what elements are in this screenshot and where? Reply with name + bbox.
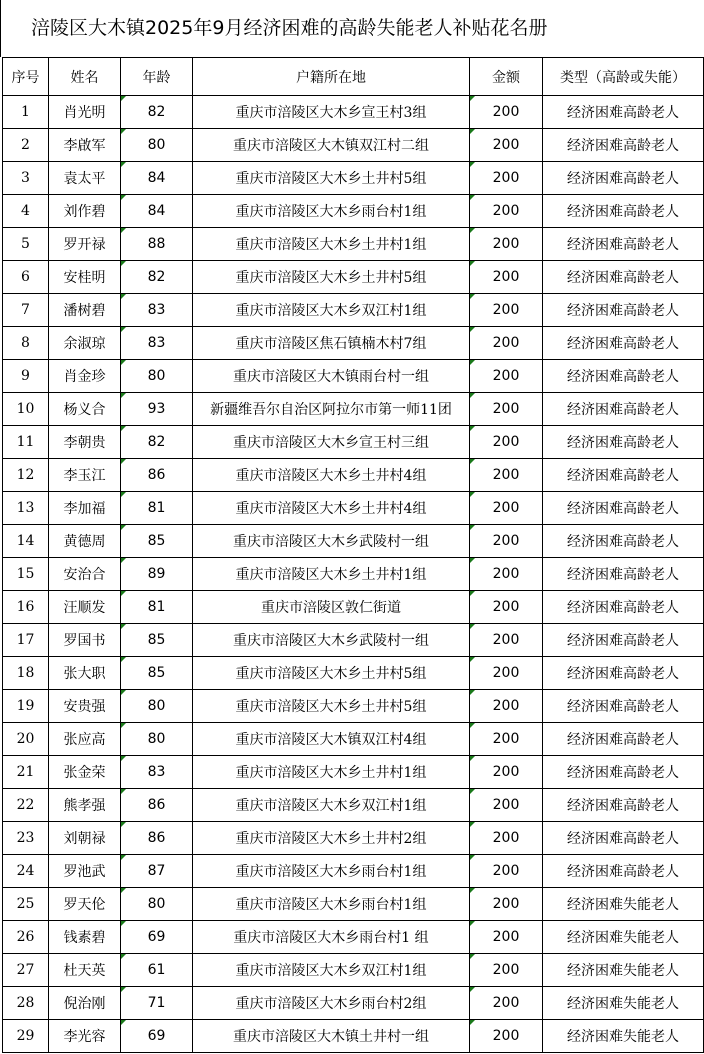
- cell-address: 重庆市涪陵区大木乡宣王村三组: [193, 426, 470, 459]
- cell-age: 80: [121, 129, 193, 162]
- cell-age: 80: [121, 723, 193, 756]
- cell-name: 熊孝强: [49, 789, 121, 822]
- cell-address: 重庆市涪陵区大木乡双江村1组: [193, 789, 470, 822]
- cell-seq: 19: [3, 690, 49, 723]
- cell-amount: 200: [470, 294, 543, 327]
- cell-address: 重庆市涪陵区大木乡土井村5组: [193, 657, 470, 690]
- header-amount: 金额: [470, 58, 543, 96]
- cell-type: 经济困难失能老人: [543, 954, 704, 987]
- cell-seq: 11: [3, 426, 49, 459]
- cell-age: 87: [121, 855, 193, 888]
- table-row: [3, 261, 704, 294]
- cell-name: 李加福: [49, 492, 121, 525]
- header-name: 姓名: [49, 58, 121, 96]
- table-row: [3, 822, 704, 855]
- cell-amount: 200: [470, 228, 543, 261]
- table-row: [3, 756, 704, 789]
- cell-address: 新疆维吾尔自治区阿拉尔市第一师11团: [193, 393, 470, 426]
- cell-name: 罗国书: [49, 624, 121, 657]
- cell-amount: 200: [470, 756, 543, 789]
- cell-type: 经济困难高龄老人: [543, 624, 704, 657]
- cell-age: 80: [121, 690, 193, 723]
- cell-name: 肖光明: [49, 96, 121, 129]
- cell-name: 黄德周: [49, 525, 121, 558]
- cell-type: 经济困难高龄老人: [543, 558, 704, 591]
- cell-address: 重庆市涪陵区大木镇双江村二组: [193, 129, 470, 162]
- cell-seq: 15: [3, 558, 49, 591]
- cell-name: 张应高: [49, 723, 121, 756]
- cell-seq: 20: [3, 723, 49, 756]
- cell-age: 85: [121, 525, 193, 558]
- cell-address: 重庆市涪陵区大木乡雨台村1 组: [193, 921, 470, 954]
- table-row: [3, 657, 704, 690]
- cell-name: 罗池武: [49, 855, 121, 888]
- cell-amount: 200: [470, 789, 543, 822]
- cell-address: 重庆市涪陵区大木乡双江村1组: [193, 954, 470, 987]
- cell-seq: 16: [3, 591, 49, 624]
- table-row: [3, 162, 704, 195]
- cell-age: 81: [121, 591, 193, 624]
- cell-amount: 200: [470, 492, 543, 525]
- cell-seq: 7: [3, 294, 49, 327]
- cell-age: 82: [121, 96, 193, 129]
- header-age: 年龄: [121, 58, 193, 96]
- cell-amount: 200: [470, 360, 543, 393]
- cell-seq: 12: [3, 459, 49, 492]
- cell-address: 重庆市涪陵区敦仁街道: [193, 591, 470, 624]
- cell-seq: 3: [3, 162, 49, 195]
- cell-seq: 9: [3, 360, 49, 393]
- cell-type: 经济困难高龄老人: [543, 723, 704, 756]
- cell-type: 经济困难高龄老人: [543, 129, 704, 162]
- cell-type: 经济困难高龄老人: [543, 162, 704, 195]
- cell-address: 重庆市涪陵区大木乡土井村4组: [193, 459, 470, 492]
- cell-address: 重庆市涪陵区大木乡土井村1组: [193, 756, 470, 789]
- cell-address: 重庆市涪陵区大木乡雨台村1组: [193, 888, 470, 921]
- cell-type: 经济困难高龄老人: [543, 756, 704, 789]
- cell-type: 经济困难高龄老人: [543, 327, 704, 360]
- cell-name: 张大职: [49, 657, 121, 690]
- cell-seq: 4: [3, 195, 49, 228]
- cell-seq: 13: [3, 492, 49, 525]
- cell-address: 重庆市涪陵区大木镇雨台村一组: [193, 360, 470, 393]
- cell-age: 80: [121, 360, 193, 393]
- cell-age: 89: [121, 558, 193, 591]
- table-row: [3, 129, 704, 162]
- subsidy-roster-table: [2, 57, 704, 1053]
- cell-name: 余淑琼: [49, 327, 121, 360]
- cell-amount: 200: [470, 426, 543, 459]
- cell-name: 杜天英: [49, 954, 121, 987]
- cell-address: 重庆市涪陵区大木乡土井村1组: [193, 228, 470, 261]
- cell-amount: 200: [470, 393, 543, 426]
- cell-amount: 200: [470, 195, 543, 228]
- cell-name: 李玉江: [49, 459, 121, 492]
- table-row: [3, 228, 704, 261]
- cell-address: 重庆市涪陵区大木乡武陵村一组: [193, 525, 470, 558]
- table-row: [3, 525, 704, 558]
- cell-type: 经济困难失能老人: [543, 921, 704, 954]
- cell-age: 84: [121, 162, 193, 195]
- cell-amount: 200: [470, 888, 543, 921]
- cell-seq: 17: [3, 624, 49, 657]
- cell-amount: 200: [470, 822, 543, 855]
- table-row: [3, 294, 704, 327]
- cell-amount: 200: [470, 624, 543, 657]
- cell-amount: 200: [470, 327, 543, 360]
- cell-address: 重庆市涪陵区大木乡双江村1组: [193, 294, 470, 327]
- table-row: [3, 558, 704, 591]
- cell-name: 罗开禄: [49, 228, 121, 261]
- cell-seq: 14: [3, 525, 49, 558]
- cell-seq: 27: [3, 954, 49, 987]
- cell-age: 81: [121, 492, 193, 525]
- cell-name: 钱素碧: [49, 921, 121, 954]
- cell-name: 刘作碧: [49, 195, 121, 228]
- cell-seq: 21: [3, 756, 49, 789]
- cell-seq: 10: [3, 393, 49, 426]
- cell-age: 82: [121, 426, 193, 459]
- cell-amount: 200: [470, 129, 543, 162]
- table-row: [3, 987, 704, 1020]
- cell-name: 袁太平: [49, 162, 121, 195]
- cell-type: 经济困难高龄老人: [543, 690, 704, 723]
- cell-amount: 200: [470, 96, 543, 129]
- cell-address: 重庆市涪陵区大木乡武陵村一组: [193, 624, 470, 657]
- cell-name: 刘朝禄: [49, 822, 121, 855]
- table-row: [3, 492, 704, 525]
- cell-address: 重庆市涪陵区大木乡土井村5组: [193, 690, 470, 723]
- header-address: 户籍所在地: [193, 58, 470, 96]
- cell-type: 经济困难高龄老人: [543, 360, 704, 393]
- cell-seq: 18: [3, 657, 49, 690]
- cell-amount: 200: [470, 690, 543, 723]
- table-row: [3, 360, 704, 393]
- cell-address: 重庆市涪陵区大木乡土井村1组: [193, 558, 470, 591]
- cell-type: 经济困难失能老人: [543, 1020, 704, 1053]
- table-row: [3, 954, 704, 987]
- cell-type: 经济困难高龄老人: [543, 195, 704, 228]
- table-row: [3, 591, 704, 624]
- cell-address: 重庆市涪陵区大木乡土井村5组: [193, 162, 470, 195]
- cell-amount: 200: [470, 558, 543, 591]
- table-row: [3, 327, 704, 360]
- cell-name: 肖金珍: [49, 360, 121, 393]
- table-row: [3, 855, 704, 888]
- cell-age: 88: [121, 228, 193, 261]
- cell-amount: 200: [470, 261, 543, 294]
- header-type: 类型（高龄或失能）: [543, 58, 704, 96]
- cell-name: 汪顺发: [49, 591, 121, 624]
- cell-type: 经济困难高龄老人: [543, 591, 704, 624]
- cell-amount: 200: [470, 162, 543, 195]
- cell-age: 93: [121, 393, 193, 426]
- table-row: [3, 426, 704, 459]
- cell-age: 69: [121, 921, 193, 954]
- cell-age: 86: [121, 459, 193, 492]
- cell-name: 倪治刚: [49, 987, 121, 1020]
- cell-amount: 200: [470, 954, 543, 987]
- cell-type: 经济困难高龄老人: [543, 228, 704, 261]
- table-row: [3, 96, 704, 129]
- cell-seq: 8: [3, 327, 49, 360]
- cell-address: 重庆市涪陵区大木乡宣王村3组: [193, 96, 470, 129]
- table-row: [3, 459, 704, 492]
- cell-amount: 200: [470, 723, 543, 756]
- cell-name: 安贵强: [49, 690, 121, 723]
- cell-amount: 200: [470, 525, 543, 558]
- cell-age: 86: [121, 822, 193, 855]
- cell-name: 潘树碧: [49, 294, 121, 327]
- table-row: [3, 195, 704, 228]
- table-body: [3, 96, 704, 1053]
- cell-age: 69: [121, 1020, 193, 1053]
- cell-name: 李朝贵: [49, 426, 121, 459]
- cell-type: 经济困难失能老人: [543, 888, 704, 921]
- cell-seq: 1: [3, 96, 49, 129]
- table-row: [3, 789, 704, 822]
- table-row: [3, 624, 704, 657]
- cell-name: 杨义合: [49, 393, 121, 426]
- cell-age: 86: [121, 789, 193, 822]
- cell-seq: 6: [3, 261, 49, 294]
- cell-type: 经济困难高龄老人: [543, 789, 704, 822]
- cell-amount: 200: [470, 921, 543, 954]
- cell-address: 重庆市涪陵区大木乡雨台村1组: [193, 855, 470, 888]
- cell-name: 李光容: [49, 1020, 121, 1053]
- cell-type: 经济困难高龄老人: [543, 96, 704, 129]
- table-header-row: [3, 58, 704, 96]
- cell-type: 经济困难高龄老人: [543, 657, 704, 690]
- cell-address: 重庆市涪陵区焦石镇楠木村7组: [193, 327, 470, 360]
- cell-seq: 29: [3, 1020, 49, 1053]
- cell-age: 83: [121, 756, 193, 789]
- cell-seq: 26: [3, 921, 49, 954]
- table-row: [3, 690, 704, 723]
- cell-name: 安桂明: [49, 261, 121, 294]
- cell-amount: 200: [470, 459, 543, 492]
- cell-name: 安治合: [49, 558, 121, 591]
- document-title: 涪陵区大木镇2025年9月经济困难的高龄失能老人补贴花名册: [0, 0, 704, 57]
- table-row: [3, 1020, 704, 1053]
- cell-amount: 200: [470, 987, 543, 1020]
- cell-age: 83: [121, 294, 193, 327]
- cell-type: 经济困难高龄老人: [543, 426, 704, 459]
- cell-age: 61: [121, 954, 193, 987]
- cell-type: 经济困难高龄老人: [543, 525, 704, 558]
- cell-age: 80: [121, 888, 193, 921]
- cell-age: 85: [121, 657, 193, 690]
- cell-type: 经济困难高龄老人: [543, 261, 704, 294]
- cell-amount: 200: [470, 657, 543, 690]
- cell-name: 李啟军: [49, 129, 121, 162]
- cell-seq: 2: [3, 129, 49, 162]
- cell-address: 重庆市涪陵区大木乡土井村2组: [193, 822, 470, 855]
- cell-age: 71: [121, 987, 193, 1020]
- cell-age: 84: [121, 195, 193, 228]
- cell-address: 重庆市涪陵区大木镇土井村一组: [193, 1020, 470, 1053]
- cell-seq: 5: [3, 228, 49, 261]
- cell-seq: 23: [3, 822, 49, 855]
- cell-seq: 28: [3, 987, 49, 1020]
- cell-address: 重庆市涪陵区大木乡雨台村1组: [193, 195, 470, 228]
- cell-type: 经济困难高龄老人: [543, 822, 704, 855]
- cell-type: 经济困难高龄老人: [543, 855, 704, 888]
- cell-name: 张金荣: [49, 756, 121, 789]
- cell-address: 重庆市涪陵区大木乡土井村5组: [193, 261, 470, 294]
- table-row: [3, 723, 704, 756]
- table-row: [3, 393, 704, 426]
- cell-amount: 200: [470, 855, 543, 888]
- cell-type: 经济困难失能老人: [543, 987, 704, 1020]
- table-row: [3, 921, 704, 954]
- cell-type: 经济困难高龄老人: [543, 492, 704, 525]
- cell-address: 重庆市涪陵区大木乡雨台村2组: [193, 987, 470, 1020]
- cell-seq: 25: [3, 888, 49, 921]
- cell-address: 重庆市涪陵区大木乡土井村4组: [193, 492, 470, 525]
- cell-amount: 200: [470, 1020, 543, 1053]
- cell-amount: 200: [470, 591, 543, 624]
- cell-age: 85: [121, 624, 193, 657]
- cell-type: 经济困难高龄老人: [543, 393, 704, 426]
- cell-seq: 22: [3, 789, 49, 822]
- cell-address: 重庆市涪陵区大木镇双江村4组: [193, 723, 470, 756]
- cell-type: 经济困难高龄老人: [543, 459, 704, 492]
- cell-age: 83: [121, 327, 193, 360]
- cell-type: 经济困难高龄老人: [543, 294, 704, 327]
- header-seq: 序号: [3, 58, 49, 96]
- cell-age: 82: [121, 261, 193, 294]
- table-row: [3, 888, 704, 921]
- cell-name: 罗天伦: [49, 888, 121, 921]
- cell-seq: 24: [3, 855, 49, 888]
